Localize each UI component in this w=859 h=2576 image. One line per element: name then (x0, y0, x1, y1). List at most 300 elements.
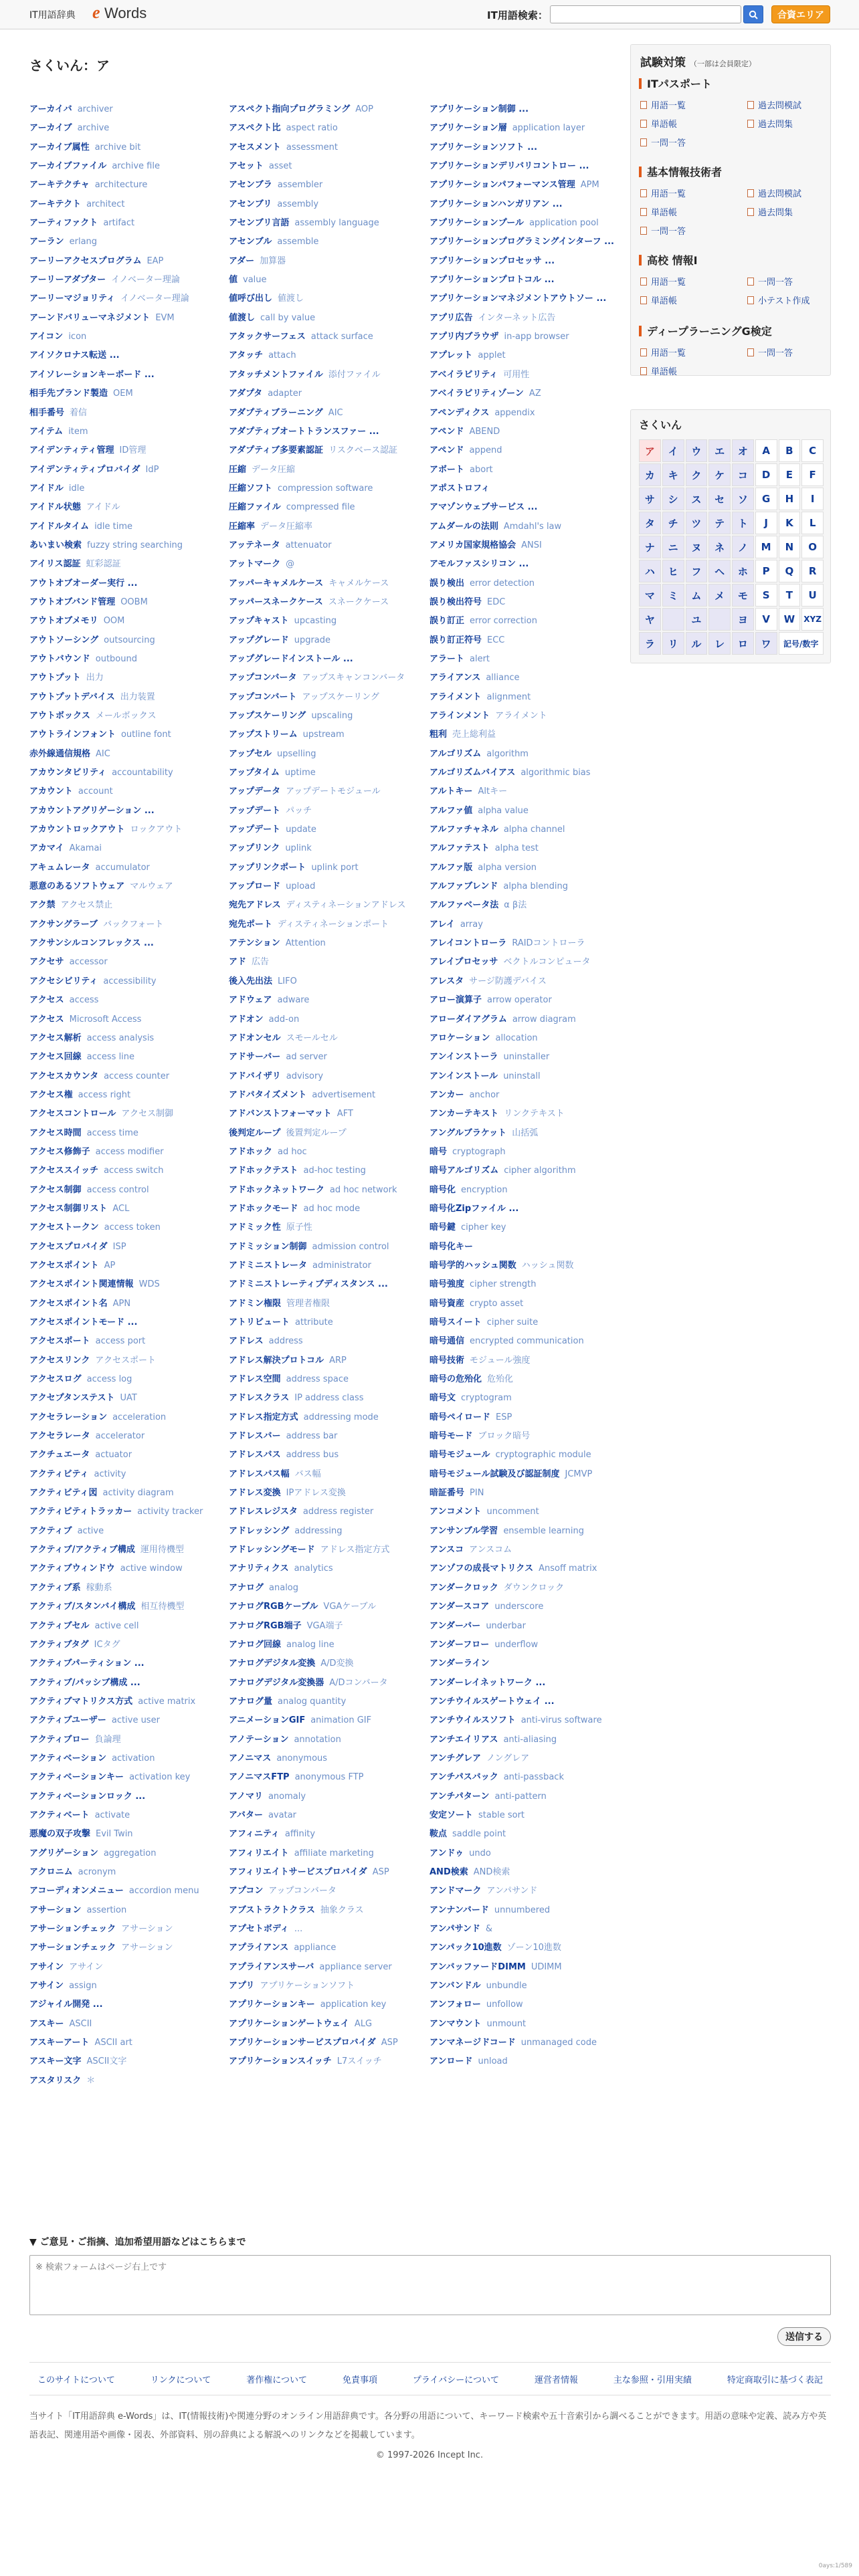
term-link[interactable]: 粗利 (430, 730, 448, 740)
term-entry[interactable] (229, 1105, 423, 1123)
term-link[interactable]: アプライアンスサーバ (229, 1961, 314, 1972)
term-link[interactable]: アップコンバート (229, 691, 297, 702)
term-link[interactable]: アクティブタグ (29, 1639, 89, 1650)
term-link[interactable]: アルファチャネル (430, 825, 498, 835)
term-link[interactable]: 誤り検出符号 (430, 597, 482, 607)
term-link[interactable]: アドミック性 (229, 1222, 281, 1233)
term-link[interactable]: アクセラレータ (29, 1431, 90, 1442)
term-link[interactable]: アンドゥ (430, 1848, 464, 1858)
term-link[interactable]: アタッチメントファイル (229, 369, 323, 380)
term-entry[interactable] (229, 157, 423, 176)
term-entry[interactable] (229, 1162, 423, 1180)
term-entry[interactable] (430, 688, 624, 707)
term-entry[interactable] (229, 1048, 423, 1067)
term-entry[interactable] (229, 233, 423, 251)
term-entry[interactable] (430, 1427, 624, 1446)
term-entry[interactable] (29, 252, 223, 271)
term-entry[interactable] (29, 1389, 223, 1408)
term-entry[interactable] (229, 1503, 423, 1521)
term-link[interactable]: アッパーキャメルケース (229, 578, 324, 588)
kana-index-cell[interactable]: ワ (755, 632, 777, 655)
term-link[interactable]: アーリーアクセスプログラム (29, 255, 142, 266)
term-entry[interactable] (430, 2015, 624, 2034)
kana-index-cell[interactable]: ム (686, 584, 708, 607)
kana-index-cell[interactable]: セ (708, 488, 731, 510)
term-link[interactable]: アダプティブ多要素認証 (229, 445, 324, 456)
kana-index-cell[interactable]: タ (639, 512, 661, 534)
term-entry[interactable] (430, 1465, 624, 1484)
term-entry[interactable] (430, 726, 624, 744)
term-entry[interactable] (29, 1238, 223, 1257)
term-entry[interactable] (229, 1711, 423, 1730)
kana-index-cell[interactable]: L (801, 512, 824, 534)
term-entry[interactable] (29, 1920, 223, 1939)
term-entry[interactable] (229, 328, 423, 346)
term-entry[interactable] (29, 1370, 223, 1389)
kana-index-cell[interactable]: C (801, 439, 824, 462)
term-link[interactable]: 赤外線通信規格 (29, 748, 91, 759)
term-entry[interactable] (29, 1825, 223, 1844)
footer-link[interactable]: 運営者情報 (534, 2375, 578, 2385)
term-entry[interactable] (29, 1522, 223, 1541)
term-entry[interactable] (29, 1010, 223, 1029)
term-link[interactable]: アプライアンス (229, 1943, 289, 1953)
exam-link[interactable] (640, 187, 686, 199)
term-link[interactable]: アルゴリズム (430, 748, 482, 759)
term-entry[interactable] (229, 441, 423, 460)
term-link[interactable]: アダー (229, 255, 255, 266)
term-entry[interactable] (430, 1674, 624, 1693)
term-entry[interactable] (430, 1636, 624, 1654)
term-entry[interactable] (430, 1352, 624, 1370)
term-entry[interactable] (29, 1636, 223, 1654)
term-entry[interactable] (430, 650, 624, 669)
term-entry[interactable] (430, 346, 624, 365)
term-entry[interactable] (29, 461, 223, 479)
term-link[interactable]: アドホックネットワーク (229, 1184, 324, 1195)
term-link[interactable]: アドホックモード (229, 1203, 298, 1214)
term-entry[interactable] (29, 346, 223, 365)
term-link[interactable]: アプリケーションデリバリコントロー ... (430, 161, 589, 172)
term-link[interactable]: アウトボックス (29, 711, 90, 721)
term-entry[interactable] (430, 441, 624, 460)
term-entry[interactable] (430, 1105, 624, 1123)
term-entry[interactable] (29, 100, 223, 119)
term-entry[interactable] (229, 536, 423, 555)
term-entry[interactable] (430, 1048, 624, 1067)
kana-index-cell[interactable]: ホ (732, 560, 754, 582)
term-link[interactable]: アカマイ (29, 843, 64, 854)
term-link[interactable]: 宛先アドレス (229, 900, 281, 911)
term-link[interactable]: 暗号の危殆化 (430, 1374, 482, 1385)
term-entry[interactable] (229, 461, 423, 479)
term-entry[interactable] (29, 574, 223, 593)
term-link[interactable]: アンダーライン (430, 1658, 490, 1669)
term-link[interactable]: アップタイム (229, 768, 280, 778)
term-link[interactable]: アンダークロック (430, 1582, 498, 1593)
term-entry[interactable] (29, 1275, 223, 1294)
term-link[interactable]: アクティブ/アクティブ構成 (29, 1545, 135, 1555)
term-entry[interactable] (29, 498, 223, 517)
term-entry[interactable] (430, 1370, 624, 1389)
term-entry[interactable] (430, 593, 624, 612)
term-entry[interactable] (430, 252, 624, 271)
term-entry[interactable] (430, 972, 624, 991)
term-link[interactable]: アップセル (229, 748, 272, 759)
term-entry[interactable] (29, 953, 223, 972)
term-entry[interactable] (229, 574, 423, 593)
term-entry[interactable] (229, 1617, 423, 1636)
term-entry[interactable] (430, 1749, 624, 1768)
term-entry[interactable] (430, 1313, 624, 1332)
term-link[interactable]: アクティベーションキー (29, 1772, 124, 1783)
kana-index-cell[interactable]: D (755, 463, 777, 486)
term-entry[interactable] (229, 518, 423, 536)
term-link[interactable]: アンインストール (430, 1071, 498, 1081)
kana-index-cell[interactable]: ネ (708, 536, 731, 558)
term-link[interactable]: アンダーバー (430, 1620, 481, 1631)
term-link[interactable]: 暗号化キー (430, 1241, 474, 1252)
term-link[interactable]: 暗証番号 (430, 1488, 465, 1499)
term-link[interactable]: アドレスクラス (229, 1393, 290, 1404)
term-link[interactable]: アラインメント (430, 711, 490, 721)
kana-index-cell[interactable]: S (755, 584, 777, 607)
term-entry[interactable] (229, 1977, 423, 1996)
term-link[interactable]: アタックサーフェス (229, 332, 306, 342)
term-entry[interactable] (229, 1408, 423, 1427)
term-entry[interactable] (430, 1768, 624, 1787)
term-entry[interactable] (29, 612, 223, 631)
term-link[interactable]: アンスコ (430, 1545, 464, 1555)
term-link[interactable]: アップスケーリング (229, 711, 306, 721)
exam-link[interactable] (640, 205, 677, 218)
term-link[interactable]: アセット (229, 161, 264, 172)
term-link[interactable]: アナログRGB端子 (229, 1620, 302, 1631)
term-entry[interactable] (229, 1901, 423, 1920)
term-link[interactable]: アドバイザリ (229, 1071, 281, 1081)
term-entry[interactable] (29, 138, 223, 157)
term-entry[interactable] (229, 1806, 423, 1825)
term-link[interactable]: アンパサンド (430, 1924, 480, 1934)
term-link[interactable]: アドオン (229, 1014, 264, 1025)
term-entry[interactable] (229, 631, 423, 650)
kana-index-cell[interactable]: A (755, 439, 777, 462)
term-link[interactable]: 相手番号 (29, 407, 65, 418)
term-entry[interactable] (229, 1598, 423, 1616)
term-entry[interactable] (430, 1503, 624, 1521)
term-link[interactable]: 暗号技術 (430, 1355, 465, 1366)
term-link[interactable]: アカウントロックアウト (29, 825, 125, 835)
kana-index-cell[interactable]: シ (662, 488, 684, 510)
term-entry[interactable] (430, 782, 624, 801)
term-link[interactable]: アルゴリズムバイアス (430, 768, 516, 778)
kana-index-cell[interactable]: I (801, 488, 824, 510)
site-logo[interactable] (92, 3, 147, 23)
term-entry[interactable] (29, 821, 223, 839)
term-entry[interactable] (430, 802, 624, 821)
term-link[interactable]: アイテム (29, 426, 64, 437)
term-entry[interactable] (430, 157, 624, 176)
kana-index-cell[interactable]: フ (686, 560, 708, 582)
term-entry[interactable] (229, 821, 423, 839)
kana-index-cell[interactable]: テ (708, 512, 731, 534)
term-link[interactable]: アウトオブメモリ (29, 616, 98, 627)
term-entry[interactable] (229, 1238, 423, 1257)
term-link[interactable]: 宛先ポート (229, 919, 273, 930)
term-entry[interactable] (29, 896, 223, 915)
term-link[interactable]: アウトオブオーダー実行 ... (29, 578, 138, 588)
kana-index-cell[interactable]: M (755, 536, 777, 558)
term-entry[interactable] (229, 1370, 423, 1389)
term-link[interactable]: 暗号モジュール (430, 1450, 490, 1461)
term-entry[interactable] (29, 1996, 223, 2014)
term-link[interactable]: 相手先ブランド製造 (29, 389, 108, 399)
term-link[interactable]: アップリンク (229, 843, 280, 854)
term-entry[interactable] (29, 707, 223, 726)
term-entry[interactable] (29, 1484, 223, 1503)
term-entry[interactable] (29, 290, 223, 308)
term-entry[interactable] (29, 1067, 223, 1086)
term-entry[interactable] (430, 1920, 624, 1939)
term-link[interactable]: 誤り訂正符号 (430, 635, 482, 645)
exam-category[interactable]: 基本情報技術者 (639, 164, 722, 179)
term-entry[interactable] (29, 1295, 223, 1313)
term-link[interactable]: アボート (430, 464, 465, 475)
term-entry[interactable] (430, 1067, 624, 1086)
term-link[interactable]: アーティファクト (29, 218, 98, 229)
term-entry[interactable] (430, 1579, 624, 1598)
term-entry[interactable] (430, 1218, 624, 1237)
term-link[interactable]: アクティブ (29, 1525, 72, 1536)
term-entry[interactable] (430, 1484, 624, 1503)
term-entry[interactable] (29, 1503, 223, 1521)
term-entry[interactable] (430, 1863, 624, 1882)
term-entry[interactable] (229, 1124, 423, 1143)
term-entry[interactable] (430, 1806, 624, 1825)
term-entry[interactable] (29, 1749, 223, 1768)
term-link[interactable]: アドレス指定方式 (229, 1412, 298, 1422)
term-entry[interactable] (29, 1731, 223, 1749)
term-link[interactable]: アンチウイルスゲートウェイ ... (430, 1696, 555, 1707)
term-entry[interactable] (29, 1105, 223, 1123)
term-link[interactable]: アクセスポート (29, 1336, 90, 1347)
term-link[interactable]: アサイン (29, 1961, 64, 1972)
term-entry[interactable] (229, 1674, 423, 1693)
term-entry[interactable] (229, 1332, 423, 1351)
term-entry[interactable] (430, 195, 624, 214)
term-link[interactable]: 暗号モード (430, 1431, 473, 1442)
term-entry[interactable] (29, 1465, 223, 1484)
term-entry[interactable] (430, 821, 624, 839)
term-link[interactable]: アダプティブオートトランスファー ... (229, 426, 379, 437)
term-link[interactable]: アウトバウンド (29, 653, 90, 664)
term-link[interactable]: アレイ (430, 919, 455, 930)
term-entry[interactable] (229, 802, 423, 821)
term-link[interactable]: アンチパターン (430, 1791, 490, 1802)
term-link[interactable]: アーカイブファイル (29, 161, 107, 172)
term-entry[interactable] (430, 896, 624, 915)
exam-link[interactable] (640, 364, 677, 377)
term-entry[interactable] (430, 385, 624, 403)
term-link[interactable]: アーリーマジョリティ (29, 294, 116, 304)
term-entry[interactable] (229, 1029, 423, 1048)
kana-index-cell[interactable]: Q (779, 560, 801, 582)
term-link[interactable]: アクセスリンク (29, 1355, 90, 1366)
term-entry[interactable] (430, 1560, 624, 1578)
term-link[interactable]: アプリケーションハンガリアン ... (430, 199, 563, 209)
term-entry[interactable] (229, 1181, 423, 1200)
term-link[interactable]: アドホック (229, 1146, 273, 1157)
term-link[interactable]: アーキテクト (29, 199, 82, 209)
term-entry[interactable] (29, 2072, 223, 2090)
term-entry[interactable] (229, 934, 423, 953)
kana-index-cell[interactable]: ラ (639, 632, 661, 655)
term-link[interactable]: アンナンバード (430, 1905, 489, 1915)
kana-index-cell[interactable]: ノ (732, 536, 754, 558)
term-link[interactable]: アンチパスバック (430, 1772, 498, 1783)
term-link[interactable]: アサーション (29, 1905, 82, 1915)
term-link[interactable]: アクチュエータ (29, 1450, 90, 1461)
term-entry[interactable] (29, 119, 223, 138)
term-link[interactable]: 圧縮 (229, 464, 247, 475)
term-entry[interactable] (229, 1749, 423, 1768)
term-entry[interactable] (430, 138, 624, 157)
term-entry[interactable] (229, 1275, 423, 1294)
term-link[interactable]: アロケーション (430, 1033, 490, 1043)
term-entry[interactable] (430, 1238, 624, 1257)
term-link[interactable]: アスキー (29, 2018, 64, 2029)
exam-link[interactable] (640, 224, 686, 237)
term-link[interactable]: 暗号スイート (430, 1317, 482, 1327)
term-entry[interactable] (29, 1181, 223, 1200)
term-entry[interactable] (430, 1598, 624, 1616)
term-entry[interactable] (229, 1389, 423, 1408)
kana-index-cell[interactable]: チ (662, 512, 684, 534)
term-link[interactable]: アロー演算子 (430, 995, 482, 1006)
term-link[interactable]: アドミニストレータ (229, 1260, 308, 1271)
term-link[interactable]: アフィリエイトサービスプロバイダ (229, 1866, 367, 1877)
term-entry[interactable] (229, 1731, 423, 1749)
term-entry[interactable] (229, 1863, 423, 1882)
term-link[interactable]: アド (229, 957, 247, 968)
term-link[interactable]: アンフォロー (430, 2000, 481, 2010)
kana-index-cell[interactable]: レ (708, 632, 731, 655)
term-link[interactable]: アドレスバー (229, 1431, 281, 1442)
term-entry[interactable] (29, 1427, 223, 1446)
term-link[interactable]: アクセスカウンタ (29, 1071, 99, 1081)
term-entry[interactable] (229, 1768, 423, 1787)
term-entry[interactable] (29, 1939, 223, 1957)
term-entry[interactable] (29, 366, 223, 385)
term-link[interactable]: アウトオブバンド管理 (29, 597, 116, 607)
term-link[interactable]: アプセトボディ (229, 1924, 289, 1934)
term-link[interactable]: アンバッファードDIMM (430, 1961, 526, 1972)
kana-index-cell[interactable]: N (779, 536, 801, 558)
term-entry[interactable] (430, 1124, 624, 1143)
term-entry[interactable] (430, 707, 624, 726)
term-entry[interactable] (430, 214, 624, 233)
term-link[interactable]: アレイコントローラ (430, 938, 507, 949)
term-link[interactable]: アイソレーションキーボード ... (29, 369, 155, 380)
term-entry[interactable] (29, 214, 223, 233)
term-entry[interactable] (430, 479, 624, 498)
term-entry[interactable] (430, 669, 624, 687)
term-entry[interactable] (229, 1939, 423, 1957)
term-link[interactable]: アプリケーションプログラミングインターフ ... (430, 237, 614, 247)
term-entry[interactable] (430, 461, 624, 479)
term-entry[interactable] (229, 271, 423, 290)
kana-index-cell[interactable]: K (779, 512, 801, 534)
exam-link[interactable] (747, 205, 793, 218)
term-link[interactable]: アンドマーク (430, 1886, 482, 1897)
term-entry[interactable] (229, 1958, 423, 1977)
term-link[interactable]: アカウンタビリティ (29, 768, 107, 778)
term-link[interactable]: アスペクト比 (229, 123, 281, 134)
term-entry[interactable] (29, 1844, 223, 1863)
term-link[interactable]: アプコン (229, 1886, 264, 1897)
term-link[interactable]: アーカイブ (29, 123, 72, 134)
term-link[interactable]: アグリゲーション (29, 1848, 98, 1858)
kana-index-cell[interactable]: ヨ (732, 608, 754, 631)
kana-index-cell[interactable]: モ (732, 584, 754, 607)
term-entry[interactable] (430, 839, 624, 858)
term-entry[interactable] (29, 1086, 223, 1105)
term-link[interactable]: アーラン (29, 237, 64, 247)
term-link[interactable]: 圧縮率 (229, 521, 256, 532)
term-entry[interactable] (29, 1788, 223, 1806)
term-link[interactable]: アクティブウィンドウ (29, 1564, 115, 1574)
term-entry[interactable] (430, 1977, 624, 1996)
term-entry[interactable] (430, 1788, 624, 1806)
term-entry[interactable] (430, 1901, 624, 1920)
pass-area-button[interactable]: 合資エリア (771, 5, 830, 23)
footer-link[interactable]: リンクについて (150, 2375, 211, 2385)
term-link[interactable]: 圧縮ソフト (229, 483, 273, 494)
term-entry[interactable] (29, 782, 223, 801)
kana-index-cell[interactable]: T (779, 584, 801, 607)
kana-index-cell[interactable]: リ (662, 632, 684, 655)
term-link[interactable]: アクティブ系 (29, 1582, 81, 1593)
term-link[interactable]: アセンブリ (229, 199, 272, 209)
term-link[interactable]: あいまい検索 (29, 540, 82, 550)
kana-index-cell[interactable]: エ (708, 439, 731, 462)
term-entry[interactable] (229, 404, 423, 423)
exam-link[interactable] (640, 346, 686, 358)
term-entry[interactable] (229, 1218, 423, 1237)
kana-index-cell[interactable]: オ (732, 439, 754, 462)
exam-link[interactable] (747, 294, 809, 306)
term-entry[interactable] (229, 1636, 423, 1654)
term-entry[interactable] (29, 1257, 223, 1275)
term-entry[interactable] (229, 593, 423, 612)
term-entry[interactable] (229, 1579, 423, 1598)
term-link[interactable]: アドホックテスト (229, 1166, 298, 1176)
term-entry[interactable] (29, 385, 223, 403)
term-link[interactable]: アンマネージドコード (430, 2038, 516, 2048)
term-entry[interactable] (29, 1313, 223, 1332)
term-link[interactable]: アクティブマトリクス方式 (29, 1696, 133, 1707)
term-link[interactable]: アクセスポイント (29, 1260, 99, 1271)
term-entry[interactable] (430, 290, 624, 308)
term-link[interactable]: アンチグレア (430, 1753, 481, 1763)
term-entry[interactable] (29, 1977, 223, 1996)
term-entry[interactable] (430, 176, 624, 195)
term-entry[interactable] (29, 1768, 223, 1787)
term-link[interactable]: アクセスポイント名 (29, 1298, 108, 1309)
term-link[interactable]: アプリケーション制御 ... (430, 104, 529, 114)
term-link[interactable]: アノテーション (229, 1734, 289, 1745)
term-link[interactable]: 値渡し (229, 312, 256, 323)
